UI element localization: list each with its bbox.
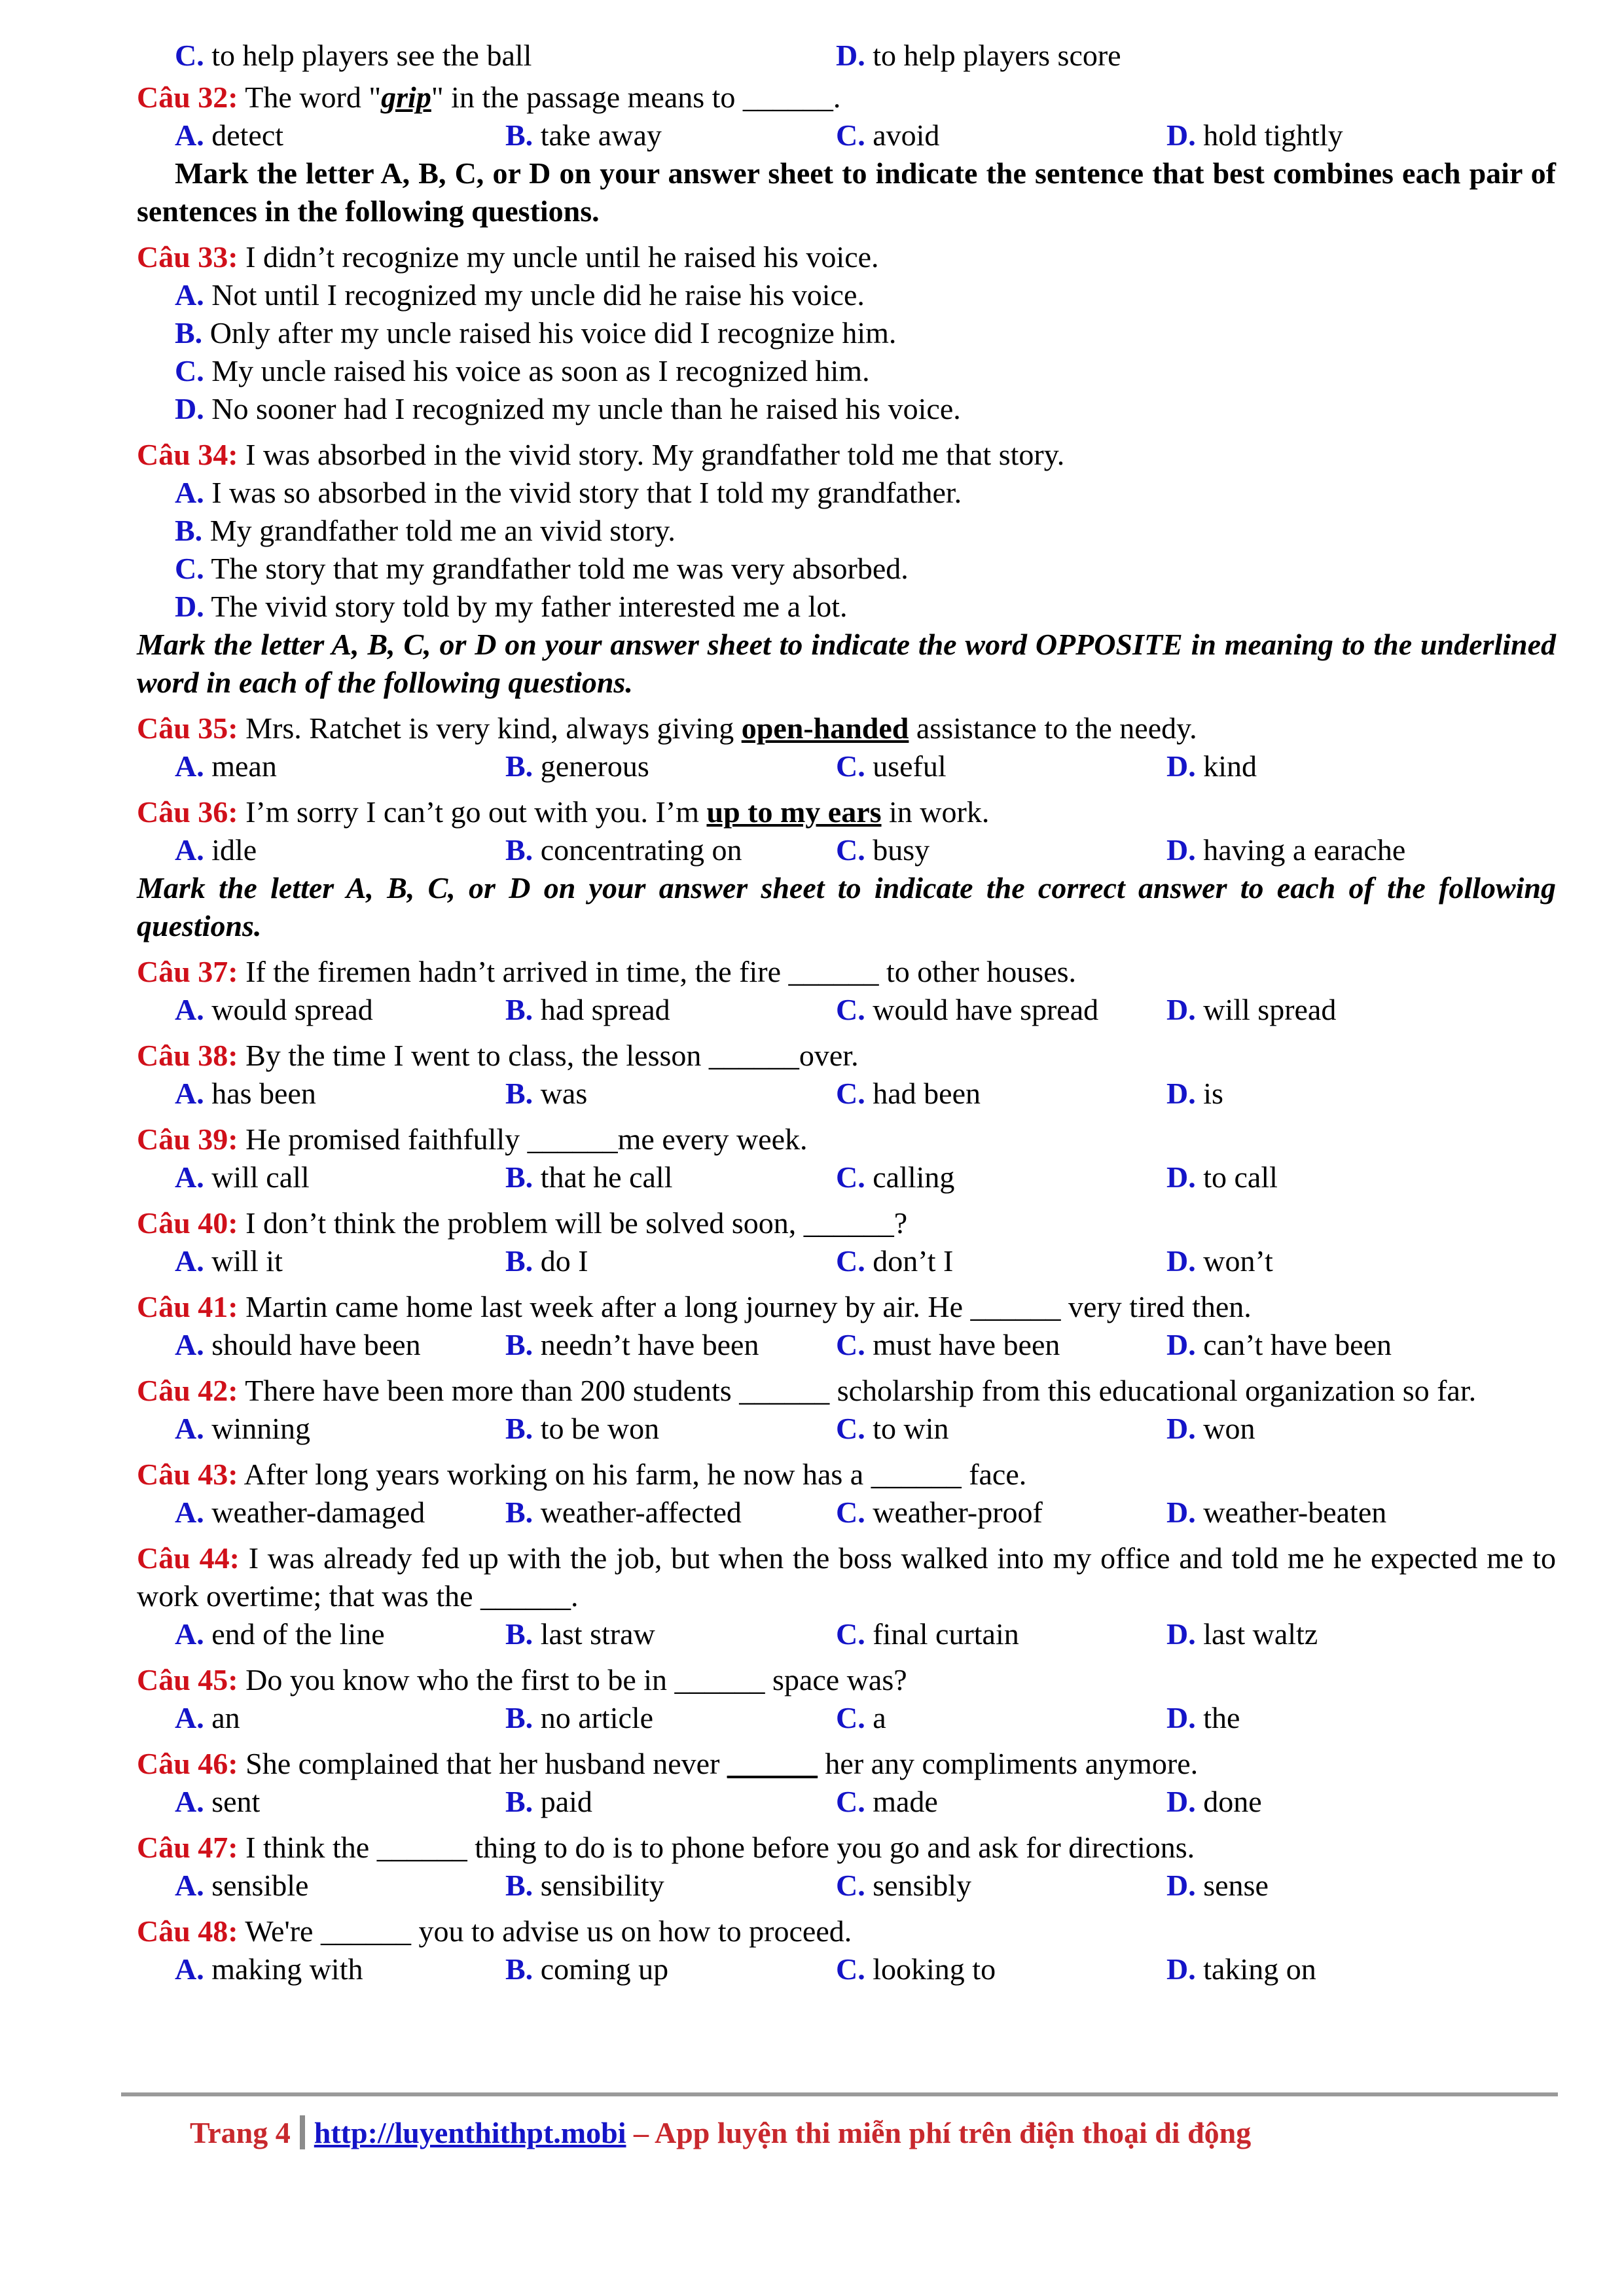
option-d: D. to help players score (836, 39, 1121, 72)
question-36: Câu 36: I’m sorry I can’t go out with you. I’m up to my ears in work. A. idle B. concentrating on C. busy D. having a earache (137, 793, 1556, 869)
options-row: A. has been B. was C. had been D. is (175, 1077, 1223, 1110)
footer-divider (121, 2092, 1558, 2096)
footer-tagline: – App luyện thi miễn phí trên điện thoại di động (626, 2116, 1252, 2149)
question-34: Câu 34: I was absorbed in the vivid story. My grandfather told me that story. A. I was so absorbed in the vivid story that I told my grandfather. B. My grandfather told me an vivid story. C. The story that my grandfather told me was very absorbed. D. The vivid story told by my father interested me a lot. (137, 438, 1065, 623)
options-row: A. idle B. concentrating on C. busy D. having a earache (175, 833, 1406, 867)
options-row: A. would spread B. had spread C. would have spread D. will spread (175, 993, 1337, 1026)
question-48: Câu 48: We're ______ you to advise us on how to proceed. A. making with B. coming up C. looking to D. taking on (137, 1912, 1556, 1988)
question-43: Câu 43: After long years working on his farm, he now has a ______ face. A. weather-damaged B. weather-affected C. weather-proof D. weather-beaten (137, 1456, 1556, 1532)
question-39: Câu 39: He promised faithfully ______me every week. A. will call B. that he call C. calling D. to call (137, 1121, 1556, 1196)
options-row: A. sensible B. sensibility C. sensibly D. sense (175, 1869, 1269, 1902)
options-row: A. will it B. do I C. don’t I D. won’t (175, 1244, 1273, 1278)
question-45: Câu 45: Do you know who the first to be in ______ space was? A. an B. no article C. a D. the (137, 1661, 1556, 1737)
options-row: A. weather-damaged B. weather-affected C. weather-proof D. weather-beaten (175, 1496, 1387, 1529)
question-37: Câu 37: If the firemen hadn’t arrived in time, the fire ______ to other houses. A. would spread B. had spread C. would have spread D. will spread (137, 953, 1556, 1029)
page-number: Trang 4 (190, 2116, 291, 2149)
underlined-word: grip (381, 81, 431, 114)
options-row: A. end of the line B. last straw C. final curtain D. last waltz (175, 1617, 1318, 1651)
options-row: A. will call B. that he call C. calling D. to call (175, 1160, 1278, 1194)
footer-separator (300, 2115, 305, 2149)
q31-options (137, 37, 1556, 75)
question-42: Câu 42: There have been more than 200 students ______ scholarship from this educational organization so far. A. winning B. to be won C. to win D. won (137, 1372, 1556, 1448)
question-35: Câu 35: Mrs. Ratchet is very kind, always giving open-handed assistance to the needy. A. mean B. generous C. useful D. kind (137, 709, 1556, 785)
underlined-word: open-handed (741, 711, 909, 745)
question-44: Câu 44: I was already fed up with the job, but when the boss walked into my office and told me he expected me to work overtime; that was the ______. A. end of the line B. last straw C. final curtain D. last waltz (137, 1539, 1556, 1653)
options-row: A. sent B. paid C. made D. done (175, 1785, 1262, 1818)
exam-content (137, 37, 1556, 1988)
question-40: Câu 40: I don’t think the problem will be solved soon, ______? A. will it B. do I C. don’t I D. won’t (137, 1204, 1556, 1280)
instruction-correct-answer: Mark the letter A, B, C, or D on your answer sheet to indicate the correct answer to each of the following questions. (137, 871, 1556, 942)
question-38: Câu 38: By the time I went to class, the lesson ______over. A. has been B. was C. had been D. is (137, 1037, 1556, 1113)
question-33: Câu 33: I didn’t recognize my uncle until he raised his voice. A. Not until I recognized my uncle did he raise his voice. B. Only after my uncle raised his voice did I recognize him. C. My uncle raised his voice as soon as I recognized him. D. No sooner had I recognized my uncle than he raised his voice. (137, 240, 961, 425)
options-row: A. mean B. generous C. useful D. kind (175, 749, 1257, 783)
options-row: A. detect B. take away C. avoid D. hold tightly (175, 118, 1343, 152)
question-32: Câu 32: The word "grip" in the passage means to ______. A. detect B. take away C. avoid D. hold tightly (137, 79, 1556, 154)
instruction-opposite: Mark the letter A, B, C, or D on your answer sheet to indicate the word OPPOSITE in meaning to the underlined word in each of the following questions. (137, 628, 1556, 699)
options-row: A. an B. no article C. a D. the (175, 1701, 1240, 1734)
underlined-word: up to my ears (706, 795, 882, 829)
page-footer (190, 2114, 1251, 2152)
option-c: C. to help players see the ball (175, 39, 532, 72)
question-41: Câu 41: Martin came home last week after a long journey by air. He ______ very tired then. A. should have been B. needn’t have been C. must have been D. can’t have been (137, 1288, 1556, 1364)
question-47: Câu 47: I think the ______ thing to do is to phone before you go and ask for directions. A. sensible B. sensibility C. sensibly D. sense (137, 1829, 1556, 1905)
options-row: A. should have been B. needn’t have been C. must have been D. can’t have been (175, 1328, 1392, 1361)
options-row: A. making with B. coming up C. looking to D. taking on (175, 1952, 1316, 1986)
instruction-combine: Mark the letter A, B, C, or D on your answer sheet to indicate the sentence that best combines each pair of sentences in the following questions. (137, 156, 1556, 228)
blank: ______ (727, 1747, 818, 1780)
options-row: A. winning B. to be won C. to win D. won (175, 1412, 1255, 1445)
website-link[interactable]: http://luyenthithpt.mobi (314, 2116, 626, 2149)
question-46: Câu 46: She complained that her husband never ______ her any compliments anymore. A. sent B. paid C. made D. done (137, 1745, 1556, 1821)
